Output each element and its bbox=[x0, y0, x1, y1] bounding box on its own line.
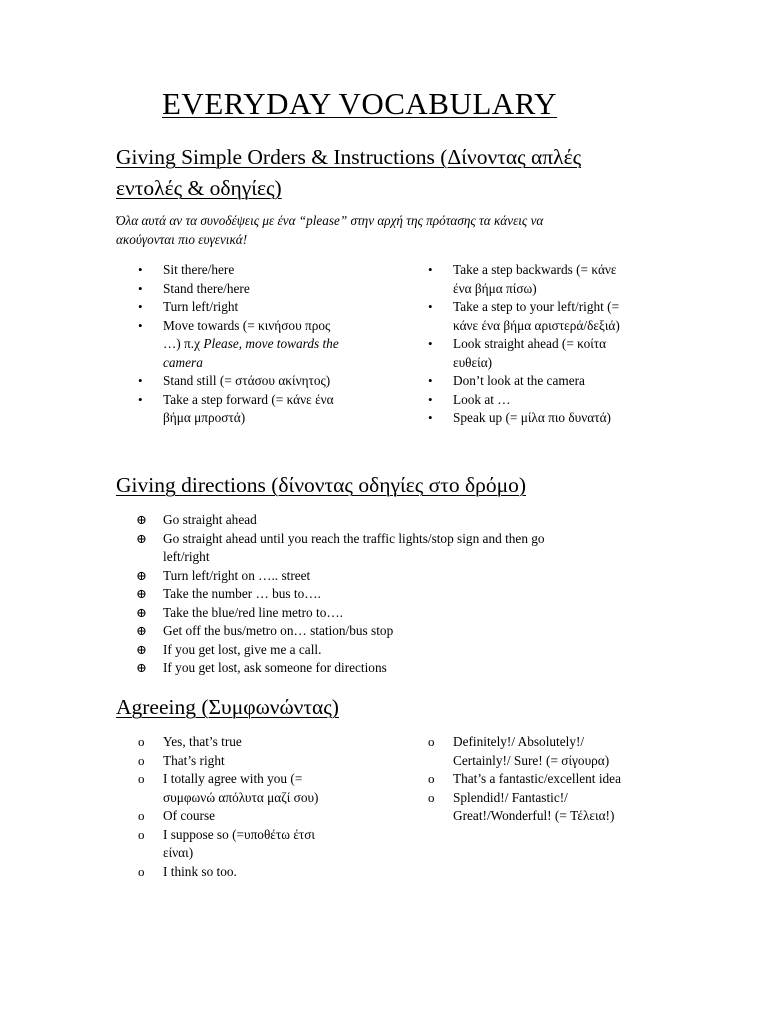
list-item: ⊕ Get off the bus/metro on… station/bus stop bbox=[136, 623, 394, 638]
list-item: • Stand still (= στάσου ακίνητος) bbox=[138, 373, 331, 388]
list-item: ⊕ Go straight ahead bbox=[136, 512, 257, 527]
list-item: ⊕ Go straight ahead until you reach the traffic lights/stop sign and then go left/right bbox=[136, 530, 545, 564]
list-item: • Take a step forward (= κάνε ένα βήμα μπροστά) bbox=[138, 391, 334, 425]
orders-list-right bbox=[406, 261, 706, 428]
intro-note: Όλα αυτά αν τα συνοδέψεις με ένα “please” στην αρχή της πρότασης τα κάνεις να ακούγονται πιο ευγενικά! bbox=[116, 213, 544, 247]
section-heading-orders: Giving Simple Orders & Instructions (Δίνοντας απλές εντολές & οδηγίες) bbox=[116, 145, 582, 200]
list-item: • Move towards (= κινήσου προς …) π.χ Please, move towards the camera bbox=[138, 317, 339, 370]
list-item: o I think so too. bbox=[138, 863, 237, 879]
directions-list bbox=[116, 511, 676, 678]
list-item: o I suppose so (=υποθέτω έτσι είναι) bbox=[138, 826, 315, 860]
list-item: • Look at … bbox=[428, 391, 511, 407]
list-item: o Definitely!/ Absolutely!/ Certainly!/ Sure! (= σίγουρα) bbox=[428, 734, 610, 768]
page-title: EVERYDAY VOCABULARY bbox=[162, 86, 558, 121]
section-heading-agreeing: Agreeing (Συμφωνώντας) bbox=[116, 695, 339, 719]
agreeing-list-left bbox=[116, 733, 416, 881]
agreeing-list-right bbox=[406, 733, 706, 826]
list-item: • Don’t look at the camera bbox=[428, 373, 585, 388]
list-item: ⊕ Take the blue/red line metro to…. bbox=[136, 604, 343, 620]
orders-list-left bbox=[116, 261, 416, 428]
list-item: o Splendid!/ Fantastic!/ Great!/Wonderful! (= Τέλεια!) bbox=[428, 789, 615, 823]
list-item: ⊕ Turn left/right on ….. street bbox=[136, 567, 311, 583]
list-item: o That’s right bbox=[138, 752, 225, 768]
list-item: • Take a step to your left/right (= κάνε ένα βήμα αριστερά/δεξιά) bbox=[428, 299, 620, 333]
list-item: o That’s a fantastic/excellent idea bbox=[428, 771, 621, 786]
list-item: o Of course bbox=[138, 808, 216, 823]
list-item: • Take a step backwards (= κάνε ένα βήμα πίσω) bbox=[428, 262, 617, 296]
list-item: • Look straight ahead (= κοίτα ευθεία) bbox=[428, 336, 607, 370]
list-item: o Yes, that’s true bbox=[138, 734, 242, 749]
list-item: ⊕ If you get lost, ask someone for directions bbox=[136, 660, 387, 675]
list-item: ⊕ Take the number … bus to…. bbox=[136, 586, 321, 601]
section-heading-directions: Giving directions (δίνοντας οδηγίες στο δρόμο) bbox=[116, 473, 527, 497]
list-item: ⊕ If you get lost, give me a call. bbox=[136, 641, 322, 657]
list-item: • Sit there/here bbox=[138, 262, 235, 277]
list-item: • Speak up (= μίλα πιο δυνατά) bbox=[428, 410, 611, 425]
list-item: • Stand there/here bbox=[138, 280, 250, 296]
list-item: • Turn left/right bbox=[138, 299, 239, 314]
list-item: o I totally agree with you (= συμφωνώ απόλυτα μαζί σου) bbox=[138, 771, 319, 805]
